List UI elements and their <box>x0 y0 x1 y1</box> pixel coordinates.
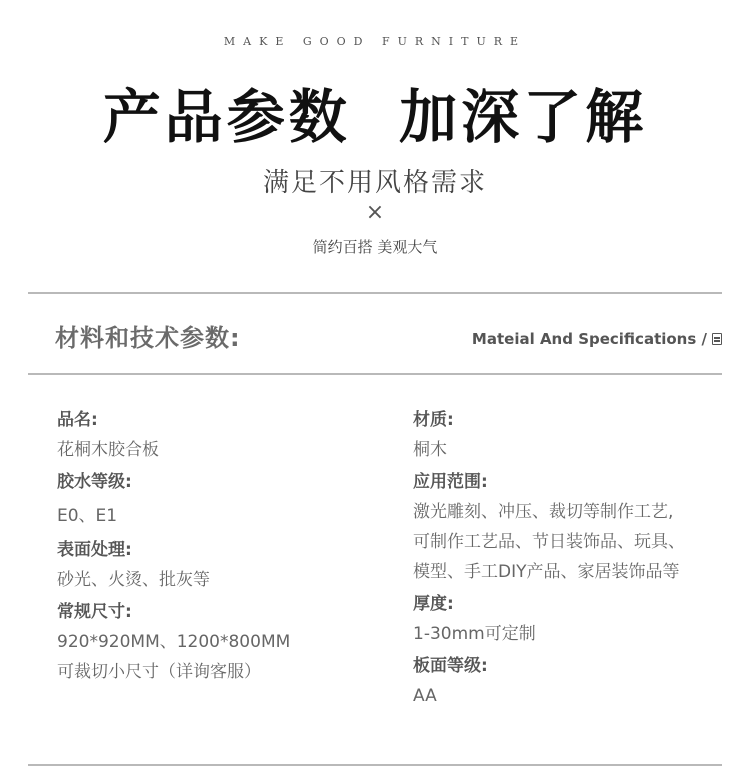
spec-value: 可裁切小尺寸（详询客服） <box>57 662 261 682</box>
spec-size <box>57 597 377 687</box>
page-title: 产品参数 加深了解 <box>102 83 648 151</box>
spec-label: 板面等级: <box>413 656 488 676</box>
spec-value: 模型、手工DIY产品、家居装饰品等 <box>413 562 680 582</box>
spec-value: AA <box>413 686 437 706</box>
spec-glue-grade <box>57 467 377 531</box>
divider-middle <box>28 373 722 375</box>
spec-value: 可制作工艺品、节日装饰品、玩具、 <box>413 532 685 552</box>
spec-value: 砂光、火烫、批灰等 <box>57 570 210 590</box>
spec-value: 桐木 <box>413 440 447 460</box>
spec-application <box>413 467 733 587</box>
page-subtitle: 满足不用风格需求 <box>262 168 487 198</box>
section-title-en <box>472 330 722 348</box>
divider-bottom <box>28 764 722 766</box>
cross-icon: × <box>365 200 385 225</box>
spec-surface-treatment <box>57 535 377 595</box>
spec-value: 1-30mm可定制 <box>413 624 536 644</box>
divider-top <box>28 292 722 294</box>
spec-value: E0、E1 <box>57 506 118 526</box>
spec-thickness <box>413 589 733 649</box>
spec-product-name <box>57 405 377 465</box>
spec-label: 表面处理: <box>57 540 132 560</box>
spec-label: 厚度: <box>413 594 454 614</box>
spec-board-grade <box>413 651 733 711</box>
spec-label: 胶水等级: <box>57 472 132 492</box>
section-title: 材料和技术参数: <box>55 324 241 352</box>
spec-label: 常规尺寸: <box>57 602 132 622</box>
spec-label: 材质: <box>413 410 454 430</box>
section-title-en-text: Mateial And Specifications / <box>471 330 707 348</box>
page-subtitle-secondary: 简约百搭 美观大气 <box>312 238 438 256</box>
spec-label: 应用范围: <box>413 472 488 492</box>
spec-value: 920*920MM、1200*800MM <box>57 632 291 652</box>
spec-label: 品名: <box>57 410 98 430</box>
spec-value: 激光雕刻、冲压、裁切等制作工艺, <box>413 502 674 522</box>
specs-left-column <box>57 405 377 689</box>
document-icon <box>712 333 722 345</box>
spec-material <box>413 405 733 465</box>
spec-value: 花桐木胶合板 <box>57 440 159 460</box>
specs-right-column <box>413 405 733 713</box>
brand-tagline: MAKE GOOD FURNITURE <box>223 35 527 48</box>
